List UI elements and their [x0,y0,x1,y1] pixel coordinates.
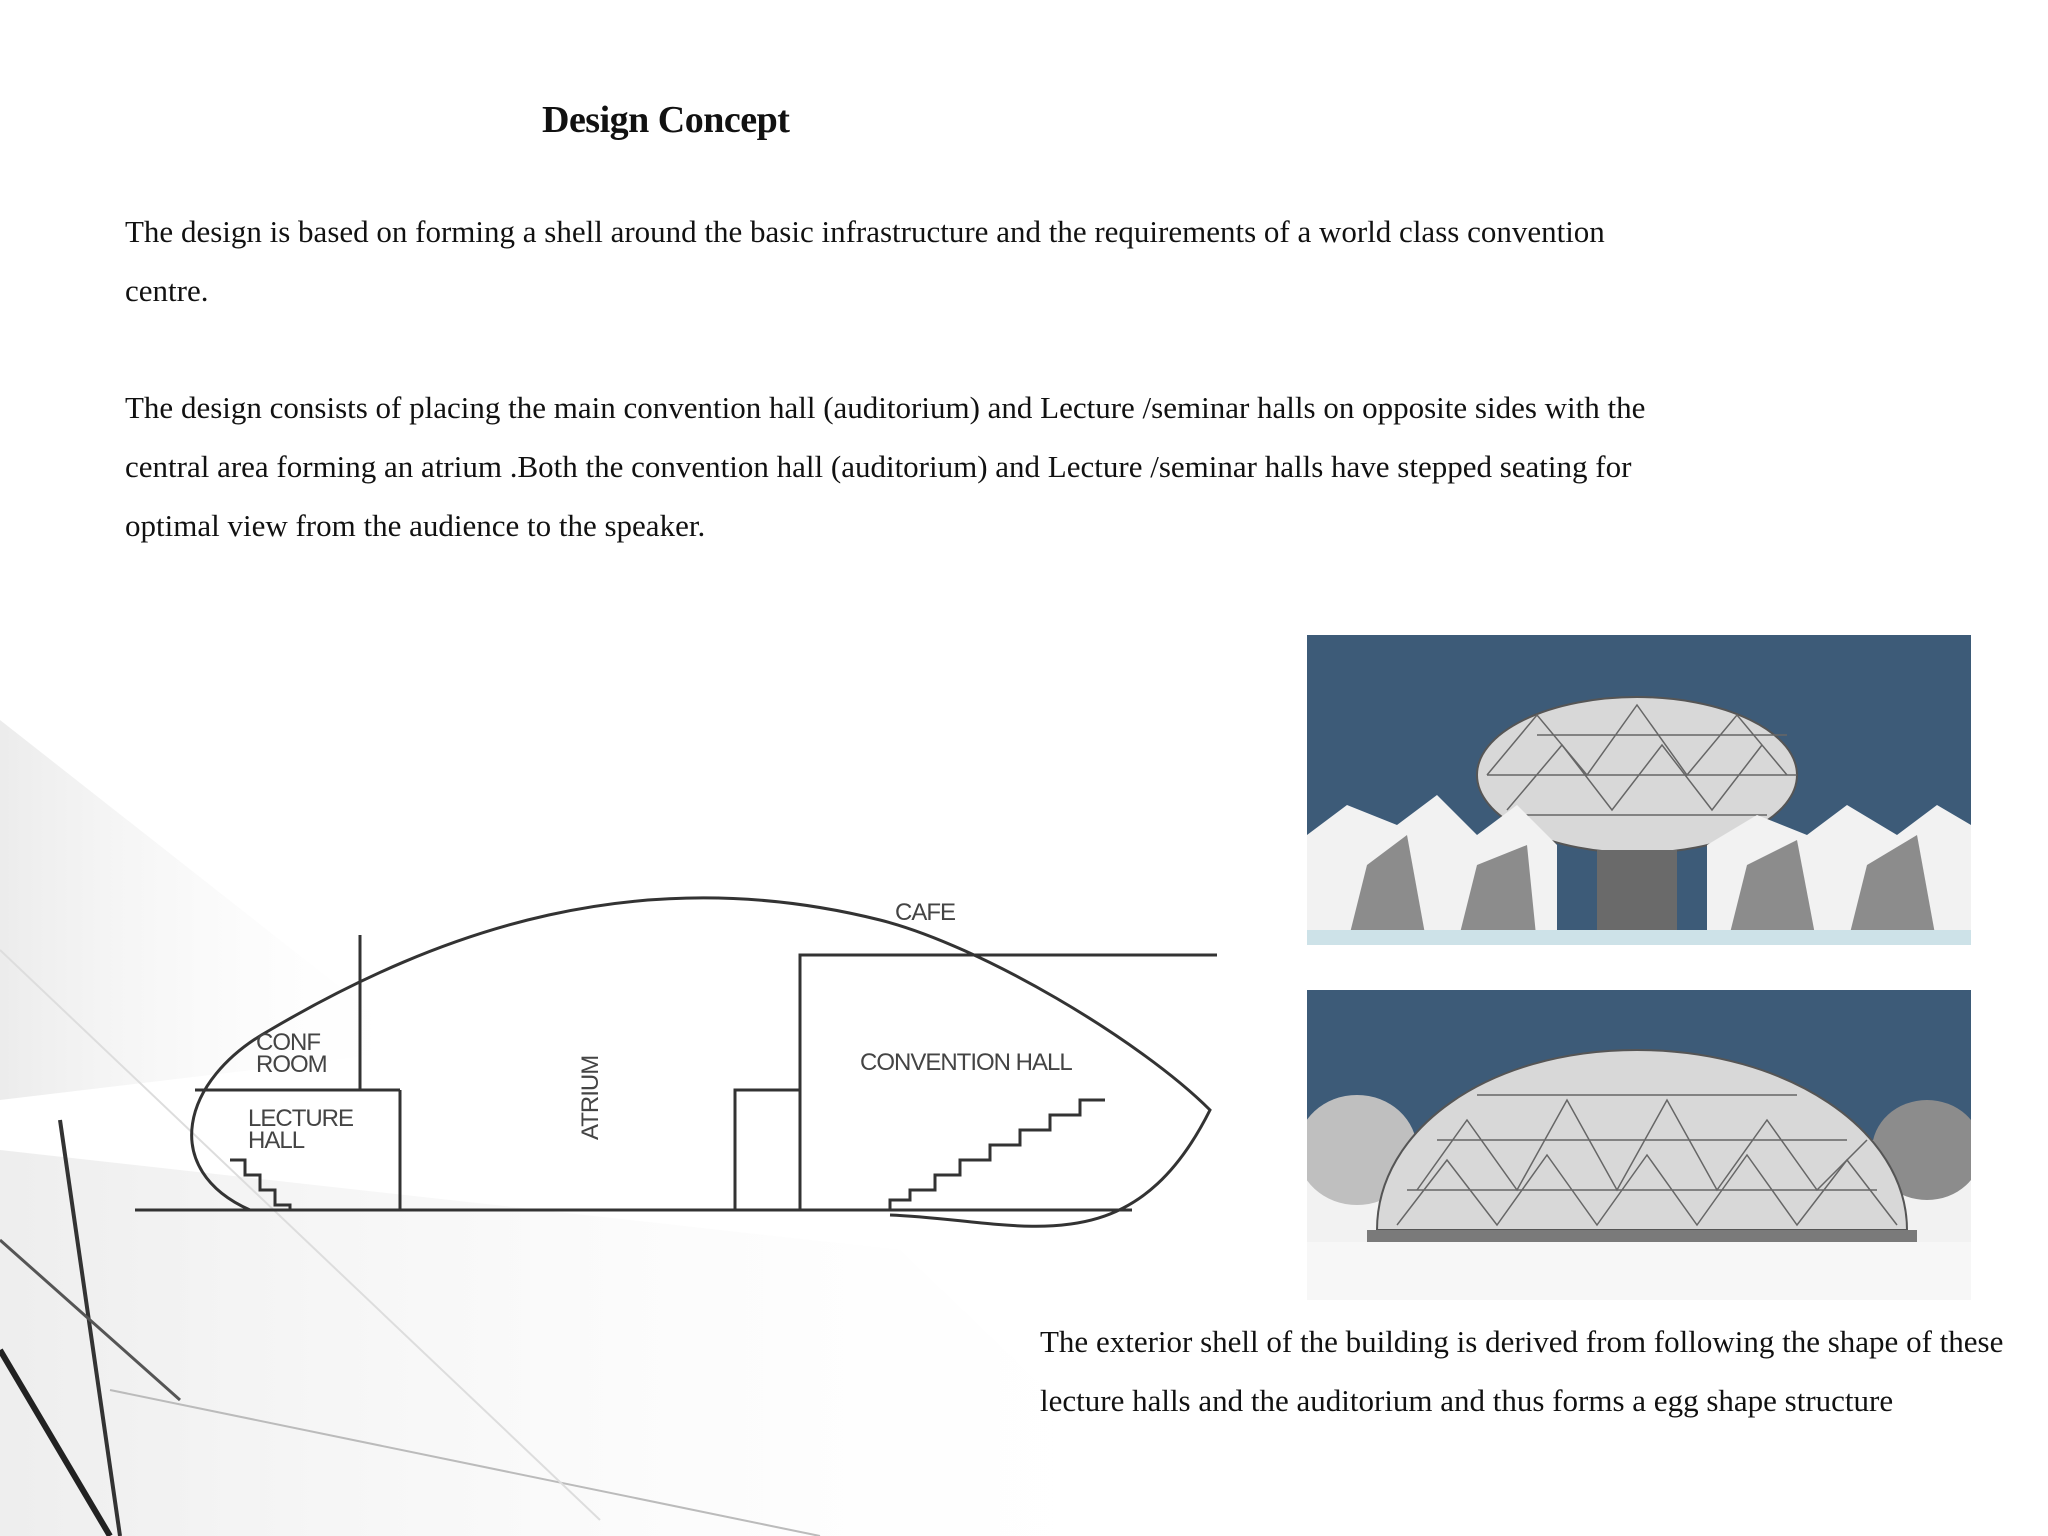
lecture-hall-label-1: LECTURE [248,1105,354,1132]
shell-caption: The exterior shell of the building is derived from following the shape of these lecture halls and the auditorium and thus forms a egg shape structure [1040,1324,2004,1418]
intro-paragraph: The design is based on forming a shell around the basic infrastructure and the requirements of a world class convention centre. [125,214,1605,308]
conf-room-label-1: CONF [256,1029,320,1056]
atrium-label: ATRIUM [577,1055,604,1140]
conf-room-label-2: ROOM [256,1051,327,1078]
layout-paragraph: The design consists of placing the main convention hall (auditorium) and Lecture /seminar halls on opposite sides with the central area forming an atrium .Both the convention hall (auditorium) and Lecture /seminar halls have stepped seating for optimal view from the audience to the speaker. [125,390,1646,543]
section-diagram [120,750,1240,1230]
cafe-label: CAFE [895,899,956,926]
page-title: Design Concept [542,99,790,141]
convention-hall-label: CONVENTION HALL [860,1049,1072,1076]
cafe-floor [800,955,1217,1210]
convention-stairs [890,1100,1105,1210]
lecture-stairs [230,1160,290,1210]
atrium-block [735,1090,800,1210]
exterior-render-wide [1307,990,1971,1300]
lecture-hall-label-2: HALL [248,1127,305,1154]
exterior-render-side [1307,635,1971,945]
